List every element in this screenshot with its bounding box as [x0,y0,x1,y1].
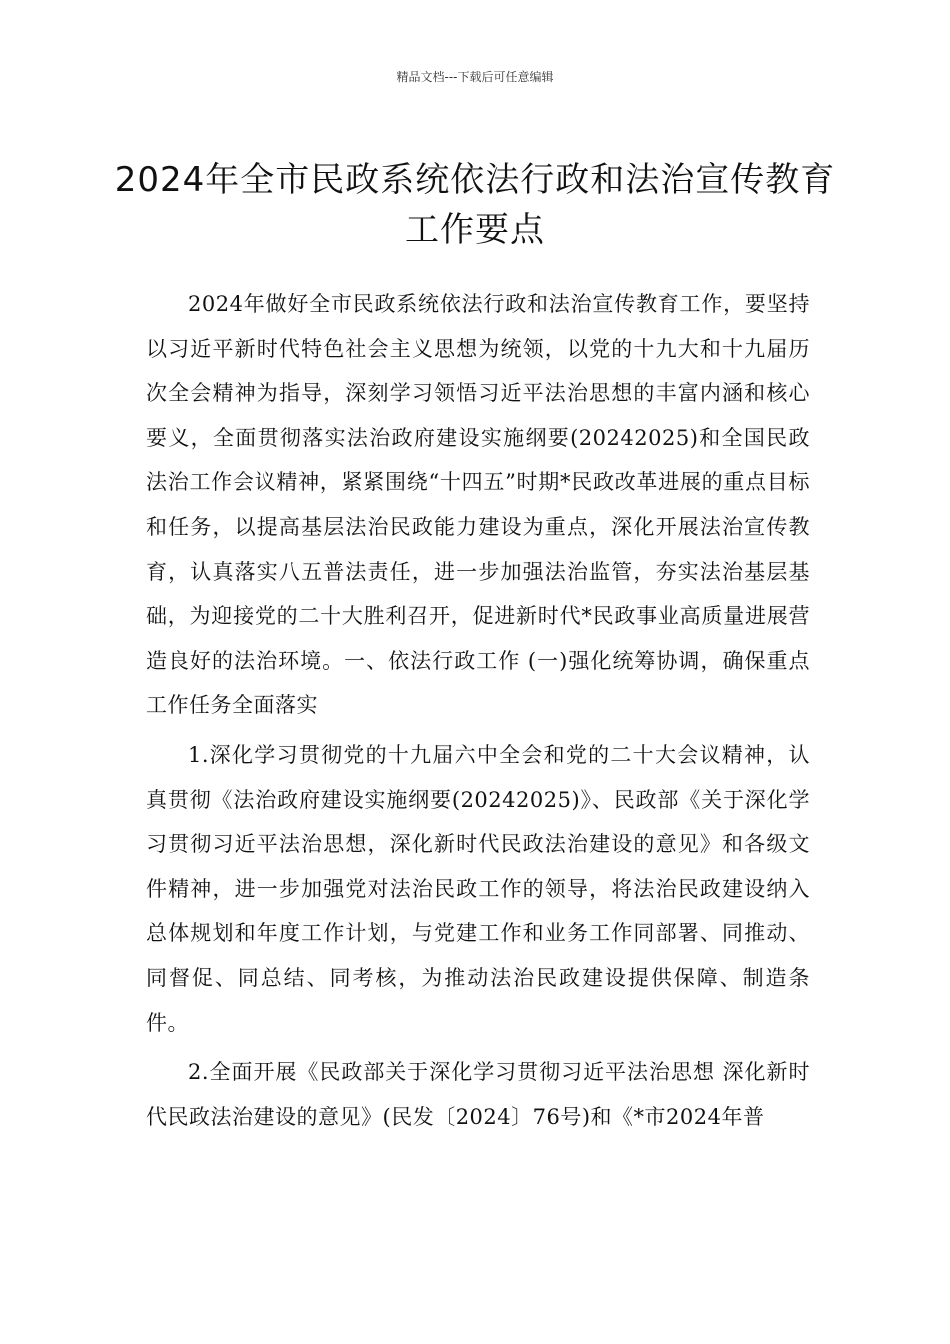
header-note: 精品文档---下载后可任意编辑 [396,70,554,84]
paragraph-item-1: 1.深化学习贯彻党的十九届六中全会和党的二十大会议精神，认真贯彻《法治政府建设实施纲要(20242025)》、民政部《关于深化学习贯彻习近平法治思想，深化新时代民政法治建设的意见》和各级文件精神，进一步加强党对法治民政工作的领导，将法治民政建设纳入总体规划和年度工作计划，与党建工作和业务工作同部署、同推动、同督促、同总结、同考核，为推动法治民政建设提供保障、制造条件。 [146,742,810,1035]
paragraph-intro: 2024年做好全市民政系统依法行政和法治宣传教育工作，要坚持以习近平新时代特色社会主义思想为统领，以党的十九大和十九届历次全会精神为指导，深刻学习领悟习近平法治思想的丰富内涵和核心要义，全面贯彻落实法治政府建设实施纲要(20242025)和全国民政法治工作会议精神，紧紧围绕“十四五”时期*民政改革进展的重点目标和任务，以提高基层法治民政能力建设为重点，深化开展法治宣传教育，认真落实八五普法责任，进一步加强法治监管，夯实法治基层基础，为迎接党的二十大胜利召开，促进新时代*民政事业高质量进展营造良好的法治环境。一、依法行政工作 (一)强化统筹协调，确保重点工作任务全面落实 [146,292,810,718]
document-title: 2024年全市民政系统依法行政和法治宣传教育工作要点 [114,159,836,250]
document-body [146,282,810,1139]
paragraph-item-2: 2.全面开展《民政部关于深化学习贯彻习近平法治思想 深化新时代民政法治建设的意见》(民发〔2024〕76号)和《*市2024年普 [146,1060,810,1129]
